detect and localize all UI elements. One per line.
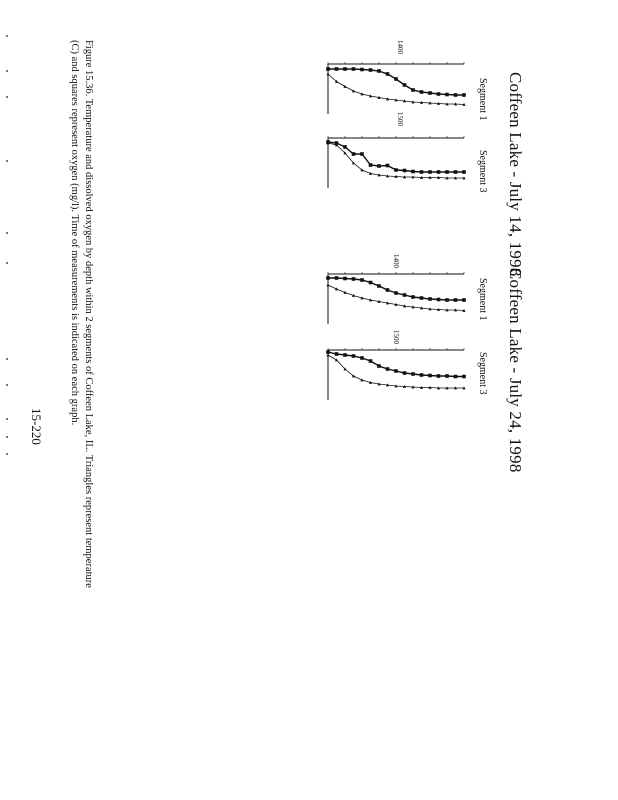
oxygen-point — [326, 67, 330, 71]
oxygen-point — [360, 278, 364, 282]
time-label-3: 1400 — [392, 254, 400, 268]
temperature-point — [326, 353, 329, 356]
oxygen-point — [343, 353, 347, 357]
oxygen-point — [369, 359, 373, 363]
segment-label-3: Segment 1 — [477, 278, 488, 321]
oxygen-point — [428, 170, 432, 174]
oxygen-point — [377, 284, 381, 288]
oxygen-point — [454, 170, 458, 174]
oxygen-point — [326, 276, 330, 280]
oxygen-point — [445, 298, 449, 302]
time-label-2: 1500 — [396, 112, 404, 126]
oxygen-point — [386, 164, 390, 168]
temperature-point — [326, 72, 329, 75]
oxygen-point — [437, 92, 441, 96]
oxygen-point — [437, 298, 441, 302]
oxygen-point — [360, 356, 364, 360]
time-label-1: 1400 — [396, 40, 404, 54]
figure-caption-line-2: (C) and squares represent oxygen (mg/l). Time of measurements is indicated on each graph. — [69, 40, 80, 426]
oxygen-point — [369, 68, 373, 72]
oxygen-point — [326, 350, 330, 354]
oxygen-point — [462, 298, 466, 302]
oxygen-point — [428, 297, 432, 301]
oxygen-point — [454, 298, 458, 302]
series-line-1 — [328, 143, 464, 178]
temperature-point — [326, 283, 329, 286]
oxygen-point — [352, 277, 356, 281]
oxygen-point — [394, 291, 398, 295]
oxygen-point — [454, 93, 458, 97]
time-label-4: 1500 — [392, 330, 400, 344]
oxygen-point — [377, 69, 381, 73]
oxygen-point — [335, 276, 339, 280]
oxygen-point — [343, 145, 347, 149]
chart-july24-seg3 — [320, 344, 470, 404]
oxygen-point — [386, 72, 390, 76]
oxygen-point — [411, 295, 415, 299]
oxygen-point — [394, 168, 398, 172]
temperature-point — [335, 358, 338, 361]
chart-july14-seg3 — [320, 132, 470, 192]
oxygen-point — [403, 371, 407, 375]
figure-caption-line-1: Figure 15.36. Temperature and dissolved oxygen by depth within 2 segments of Coffeen Lake, IL. Triangles represent temperature — [83, 40, 94, 588]
series-line-0 — [328, 352, 464, 377]
oxygen-point — [445, 374, 449, 378]
figure-title-july-14: Coffeen Lake - July 14, 1998 — [506, 72, 525, 277]
temperature-point — [352, 89, 355, 92]
oxygen-point — [352, 67, 356, 71]
oxygen-point — [343, 277, 347, 281]
series-line-1 — [328, 285, 464, 311]
oxygen-point — [335, 67, 339, 71]
chart-july24-seg1 — [320, 268, 470, 328]
oxygen-point — [343, 67, 347, 71]
oxygen-point — [411, 372, 415, 376]
figure-title-july-24: Coffeen Lake - July 24, 1998 — [506, 268, 525, 473]
oxygen-point — [335, 352, 339, 356]
oxygen-point — [437, 374, 441, 378]
oxygen-point — [352, 152, 356, 156]
temperature-point — [343, 85, 346, 88]
oxygen-point — [403, 83, 407, 87]
oxygen-point — [420, 296, 424, 300]
oxygen-point — [462, 93, 466, 97]
oxygen-point — [394, 77, 398, 81]
oxygen-point — [369, 163, 373, 167]
chart-july14-seg1 — [320, 58, 470, 118]
oxygen-point — [428, 374, 432, 378]
oxygen-point — [462, 375, 466, 379]
oxygen-point — [420, 373, 424, 377]
series-line-0 — [328, 278, 464, 300]
oxygen-point — [411, 88, 415, 92]
oxygen-point — [403, 169, 407, 173]
oxygen-point — [462, 170, 466, 174]
segment-label-4: Segment 3 — [477, 352, 488, 395]
oxygen-point — [394, 369, 398, 373]
oxygen-point — [377, 364, 381, 368]
oxygen-point — [369, 281, 373, 285]
oxygen-point — [386, 288, 390, 292]
segment-label-1: Segment 1 — [477, 78, 488, 121]
oxygen-point — [411, 170, 415, 174]
series-line-0 — [328, 69, 464, 95]
oxygen-point — [454, 375, 458, 379]
oxygen-point — [352, 354, 356, 358]
oxygen-point — [445, 170, 449, 174]
oxygen-point — [420, 170, 424, 174]
page-number: 15-220 — [29, 408, 44, 445]
oxygen-point — [437, 170, 441, 174]
oxygen-point — [445, 93, 449, 97]
oxygen-point — [360, 68, 364, 72]
oxygen-point — [420, 90, 424, 94]
oxygen-point — [403, 293, 407, 297]
oxygen-point — [386, 367, 390, 371]
oxygen-point — [360, 152, 364, 156]
oxygen-point — [377, 164, 381, 168]
oxygen-point — [428, 91, 432, 95]
segment-label-2: Segment 3 — [477, 150, 488, 193]
